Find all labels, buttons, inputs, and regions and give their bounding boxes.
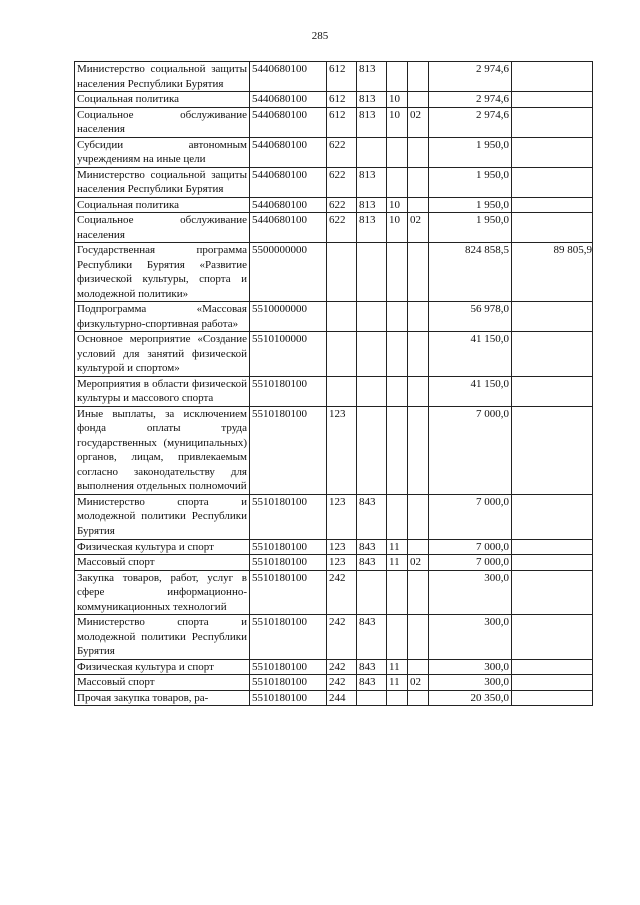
budget-table — [74, 61, 593, 706]
amount-cell: 1 950,0 — [429, 197, 512, 213]
administrator-code-cell: 813 — [357, 107, 387, 137]
item-name-cell: Министерство спорта и молодежной политики Республики Бурятия — [75, 494, 250, 539]
item-name-cell: Массовый спорт — [75, 675, 250, 691]
subsection-code-cell: 02 — [408, 107, 429, 137]
item-name-cell: Министерство социальной защиты населения Республики Бурятия — [75, 167, 250, 197]
amount-secondary-cell — [512, 167, 593, 197]
target-article-code-cell: 5440680100 — [250, 62, 327, 92]
expense-type-code-cell — [327, 332, 357, 377]
target-article-code-cell: 5440680100 — [250, 167, 327, 197]
item-name-cell: Государственная программа Республики Бурятия «Развитие физической культуры, спорта и молодежной политики» — [75, 243, 250, 302]
item-name-cell: Массовый спорт — [75, 555, 250, 571]
target-article-code-cell: 5510180100 — [250, 376, 327, 406]
section-code-cell: 11 — [387, 675, 408, 691]
table-row — [75, 137, 593, 167]
subsection-code-cell — [408, 243, 429, 302]
amount-secondary-cell — [512, 332, 593, 377]
section-code-cell — [387, 376, 408, 406]
administrator-code-cell — [357, 406, 387, 494]
item-name-cell: Субсидии автономным учреждениям на иные цели — [75, 137, 250, 167]
section-code-cell: 11 — [387, 555, 408, 571]
budget-table-body — [75, 62, 593, 706]
amount-cell: 300,0 — [429, 675, 512, 691]
amount-cell: 824 858,5 — [429, 243, 512, 302]
amount-cell: 300,0 — [429, 615, 512, 660]
expense-type-code-cell: 612 — [327, 62, 357, 92]
table-row — [75, 570, 593, 615]
amount-cell: 7 000,0 — [429, 555, 512, 571]
target-article-code-cell: 5440680100 — [250, 197, 327, 213]
administrator-code-cell: 843 — [357, 659, 387, 675]
subsection-code-cell — [408, 197, 429, 213]
amount-cell: 2 974,6 — [429, 107, 512, 137]
administrator-code-cell — [357, 332, 387, 377]
administrator-code-cell — [357, 570, 387, 615]
item-name-cell: Иные выплаты, за исключением фонда оплаты труда государственных (муниципальных) органов, лицам, привлекаемым согласно законодательству для выполнения отдельных полномочий — [75, 406, 250, 494]
page-number: 285 — [311, 30, 329, 42]
target-article-code-cell: 5440680100 — [250, 92, 327, 108]
section-code-cell — [387, 570, 408, 615]
subsection-code-cell — [408, 406, 429, 494]
subsection-code-cell — [408, 332, 429, 377]
target-article-code-cell: 5440680100 — [250, 107, 327, 137]
subsection-code-cell — [408, 376, 429, 406]
expense-type-code-cell — [327, 376, 357, 406]
target-article-code-cell: 5510180100 — [250, 539, 327, 555]
table-row — [75, 690, 593, 706]
target-article-code-cell: 5510000000 — [250, 302, 327, 332]
expense-type-code-cell: 622 — [327, 167, 357, 197]
subsection-code-cell — [408, 659, 429, 675]
expense-type-code-cell: 244 — [327, 690, 357, 706]
expense-type-code-cell: 622 — [327, 213, 357, 243]
expense-type-code-cell: 242 — [327, 675, 357, 691]
amount-secondary-cell — [512, 62, 593, 92]
table-row — [75, 243, 593, 302]
amount-cell: 7 000,0 — [429, 539, 512, 555]
section-code-cell: 11 — [387, 539, 408, 555]
table-row — [75, 406, 593, 494]
section-code-cell: 10 — [387, 197, 408, 213]
table-row — [75, 376, 593, 406]
subsection-code-cell — [408, 570, 429, 615]
administrator-code-cell — [357, 302, 387, 332]
target-article-code-cell: 5510180100 — [250, 675, 327, 691]
amount-cell: 2 974,6 — [429, 62, 512, 92]
section-code-cell — [387, 690, 408, 706]
table-row — [75, 107, 593, 137]
amount-secondary-cell — [512, 92, 593, 108]
administrator-code-cell: 813 — [357, 167, 387, 197]
amount-secondary-cell — [512, 570, 593, 615]
section-code-cell: 10 — [387, 213, 408, 243]
subsection-code-cell: 02 — [408, 555, 429, 571]
amount-secondary-cell — [512, 615, 593, 660]
table-row — [75, 675, 593, 691]
amount-cell: 41 150,0 — [429, 332, 512, 377]
target-article-code-cell: 5510100000 — [250, 332, 327, 377]
amount-cell: 7 000,0 — [429, 494, 512, 539]
expense-type-code-cell: 123 — [327, 539, 357, 555]
amount-secondary-cell — [512, 406, 593, 494]
target-article-code-cell: 5510180100 — [250, 570, 327, 615]
expense-type-code-cell: 622 — [327, 137, 357, 167]
table-row — [75, 213, 593, 243]
amount-secondary-cell — [512, 494, 593, 539]
amount-cell: 41 150,0 — [429, 376, 512, 406]
target-article-code-cell: 5510180100 — [250, 615, 327, 660]
expense-type-code-cell: 242 — [327, 570, 357, 615]
amount-secondary-cell — [512, 213, 593, 243]
subsection-code-cell: 02 — [408, 213, 429, 243]
table-row — [75, 92, 593, 108]
target-article-code-cell: 5500000000 — [250, 243, 327, 302]
expense-type-code-cell: 242 — [327, 615, 357, 660]
amount-cell: 56 978,0 — [429, 302, 512, 332]
administrator-code-cell — [357, 243, 387, 302]
amount-cell: 1 950,0 — [429, 167, 512, 197]
subsection-code-cell — [408, 62, 429, 92]
expense-type-code-cell: 612 — [327, 92, 357, 108]
subsection-code-cell — [408, 615, 429, 660]
expense-type-code-cell: 123 — [327, 555, 357, 571]
amount-cell: 2 974,6 — [429, 92, 512, 108]
section-code-cell — [387, 494, 408, 539]
table-row — [75, 494, 593, 539]
expense-type-code-cell: 123 — [327, 406, 357, 494]
expense-type-code-cell: 612 — [327, 107, 357, 137]
subsection-code-cell — [408, 167, 429, 197]
administrator-code-cell: 813 — [357, 62, 387, 92]
section-code-cell — [387, 167, 408, 197]
administrator-code-cell: 843 — [357, 494, 387, 539]
item-name-cell: Социальная политика — [75, 197, 250, 213]
item-name-cell: Физическая культура и спорт — [75, 539, 250, 555]
item-name-cell: Социальная политика — [75, 92, 250, 108]
item-name-cell: Физическая культура и спорт — [75, 659, 250, 675]
expense-type-code-cell — [327, 243, 357, 302]
target-article-code-cell: 5440680100 — [250, 213, 327, 243]
item-name-cell: Социальное обслуживание населения — [75, 107, 250, 137]
administrator-code-cell — [357, 137, 387, 167]
table-row — [75, 332, 593, 377]
table-row — [75, 659, 593, 675]
item-name-cell: Мероприятия в области физической культуры и массового спорта — [75, 376, 250, 406]
amount-secondary-cell — [512, 690, 593, 706]
subsection-code-cell — [408, 539, 429, 555]
expense-type-code-cell — [327, 302, 357, 332]
amount-secondary-cell — [512, 539, 593, 555]
administrator-code-cell: 813 — [357, 92, 387, 108]
item-name-cell: Министерство спорта и молодежной политики Республики Бурятия — [75, 615, 250, 660]
amount-secondary-cell — [512, 675, 593, 691]
amount-secondary-cell — [512, 659, 593, 675]
expense-type-code-cell: 123 — [327, 494, 357, 539]
administrator-code-cell: 843 — [357, 615, 387, 660]
administrator-code-cell: 813 — [357, 197, 387, 213]
section-code-cell: 10 — [387, 107, 408, 137]
subsection-code-cell — [408, 302, 429, 332]
item-name-cell: Министерство социальной защиты населения Республики Бурятия — [75, 62, 250, 92]
target-article-code-cell: 5510180100 — [250, 555, 327, 571]
target-article-code-cell: 5510180100 — [250, 690, 327, 706]
subsection-code-cell — [408, 690, 429, 706]
item-name-cell: Социальное обслуживание населения — [75, 213, 250, 243]
subsection-code-cell: 02 — [408, 675, 429, 691]
section-code-cell — [387, 302, 408, 332]
amount-secondary-cell — [512, 107, 593, 137]
administrator-code-cell: 843 — [357, 539, 387, 555]
target-article-code-cell: 5440680100 — [250, 137, 327, 167]
amount-cell: 300,0 — [429, 570, 512, 615]
amount-cell: 1 950,0 — [429, 213, 512, 243]
table-row — [75, 539, 593, 555]
amount-secondary-cell — [512, 137, 593, 167]
amount-secondary-cell — [512, 555, 593, 571]
amount-cell: 7 000,0 — [429, 406, 512, 494]
amount-secondary-cell: 89 805,9 — [512, 243, 593, 302]
target-article-code-cell: 5510180100 — [250, 659, 327, 675]
administrator-code-cell: 843 — [357, 675, 387, 691]
item-name-cell: Подпрограмма «Массовая физкультурно-спортивная работа» — [75, 302, 250, 332]
section-code-cell — [387, 62, 408, 92]
item-name-cell: Прочая закупка товаров, ра- — [75, 690, 250, 706]
table-row — [75, 197, 593, 213]
section-code-cell — [387, 243, 408, 302]
administrator-code-cell — [357, 376, 387, 406]
target-article-code-cell: 5510180100 — [250, 406, 327, 494]
section-code-cell: 11 — [387, 659, 408, 675]
expense-type-code-cell: 622 — [327, 197, 357, 213]
amount-secondary-cell — [512, 302, 593, 332]
expense-type-code-cell: 242 — [327, 659, 357, 675]
subsection-code-cell — [408, 92, 429, 108]
section-code-cell: 10 — [387, 92, 408, 108]
item-name-cell: Основное мероприятие «Создание условий для занятий физической культурой и спортом» — [75, 332, 250, 377]
amount-cell: 1 950,0 — [429, 137, 512, 167]
amount-cell: 300,0 — [429, 659, 512, 675]
table-row — [75, 302, 593, 332]
item-name-cell: Закупка товаров, работ, услуг в сфере информационно-коммуникационных технологий — [75, 570, 250, 615]
table-row — [75, 167, 593, 197]
table-row — [75, 555, 593, 571]
table-row — [75, 615, 593, 660]
subsection-code-cell — [408, 137, 429, 167]
section-code-cell — [387, 137, 408, 167]
administrator-code-cell: 843 — [357, 555, 387, 571]
subsection-code-cell — [408, 494, 429, 539]
section-code-cell — [387, 332, 408, 377]
section-code-cell — [387, 615, 408, 660]
target-article-code-cell: 5510180100 — [250, 494, 327, 539]
table-row — [75, 62, 593, 92]
amount-secondary-cell — [512, 376, 593, 406]
amount-secondary-cell — [512, 197, 593, 213]
administrator-code-cell: 813 — [357, 213, 387, 243]
administrator-code-cell — [357, 690, 387, 706]
amount-cell: 20 350,0 — [429, 690, 512, 706]
section-code-cell — [387, 406, 408, 494]
